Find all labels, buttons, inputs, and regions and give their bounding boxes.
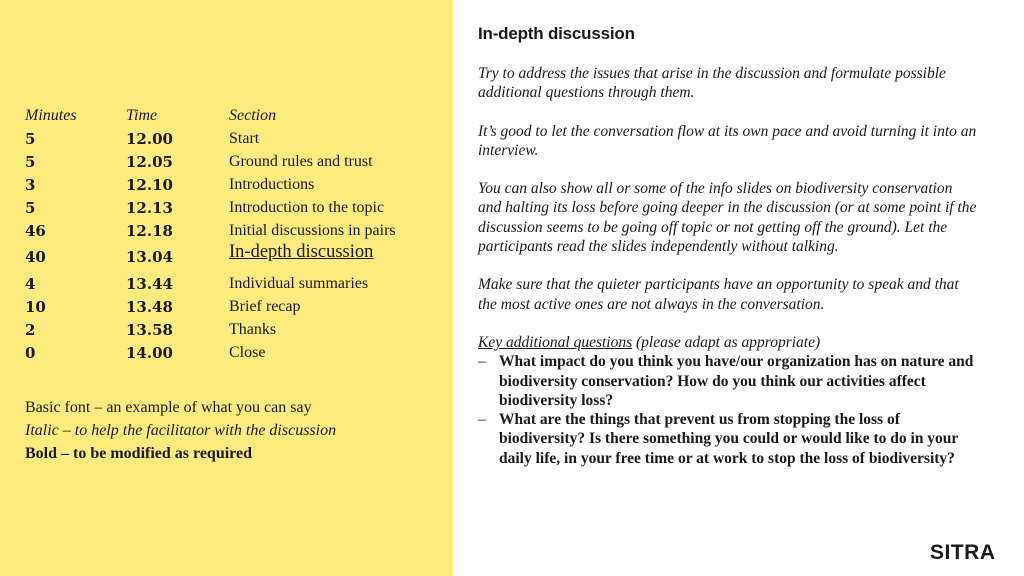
row-time: 14.00 — [126, 344, 173, 362]
row-time: 13.04 — [126, 248, 173, 266]
row-time: 13.44 — [126, 275, 173, 293]
row-section: Brief recap — [229, 298, 301, 315]
question-item — [478, 410, 978, 468]
row-section: Close — [229, 344, 266, 361]
discussion-content — [478, 24, 978, 468]
row-time: 12.13 — [126, 199, 173, 217]
row-minutes: 5 — [25, 199, 36, 217]
row-section: In-depth discussion — [229, 242, 374, 262]
row-time: 12.05 — [126, 153, 173, 171]
bullet-dash: – — [478, 353, 486, 371]
row-time: 12.10 — [126, 176, 173, 194]
row-time: 12.00 — [126, 130, 173, 148]
row-minutes: 0 — [25, 344, 36, 362]
bullet-dash: – — [478, 411, 486, 429]
row-minutes: 4 — [25, 275, 36, 293]
section-title: In-depth discussion — [478, 24, 635, 43]
row-time: 12.18 — [126, 222, 173, 240]
key-questions-heading — [478, 333, 978, 352]
question-text: What are the things that prevent us from stopping the loss of biodiversity? Is there something you could or would like to do in your daily life, in your free time or at work to stop the loss of biodiversity? — [499, 411, 959, 467]
logo-text: SITRA — [930, 541, 996, 562]
guidance-paragraph: It’s good to let the conversation flow at its own pace and avoid turning it into an interview. — [478, 122, 977, 159]
legend-bold: Bold – to be modified as required — [25, 445, 252, 462]
row-section: Thanks — [229, 321, 277, 338]
key-questions-note: (please adapt as appropriate) — [632, 333, 821, 351]
question-text: What impact do you think you have/our organization has on nature and biodiversity conservation? How do you think our activities affect biodiversity loss? — [499, 353, 974, 409]
section-column-header: Section — [229, 107, 277, 124]
row-time: 13.58 — [126, 321, 173, 339]
row-minutes: 40 — [25, 248, 46, 266]
row-minutes: 5 — [25, 153, 36, 171]
row-section: Initial discussions in pairs — [229, 222, 396, 239]
legend-basic: Basic font – an example of what you can say — [25, 399, 312, 416]
row-minutes: 10 — [25, 298, 46, 316]
row-section: Ground rules and trust — [229, 153, 373, 170]
guidance-paragraph: You can also show all or some of the info slides on biodiversity conservation and halting its loss before going deeper in the discussion (or at some point if the discussion seems to be going off topic or not getting off the ground). Let the participants read the slides independently without talking. — [478, 180, 977, 256]
minutes-column-header: Minutes — [25, 107, 77, 124]
guidance-paragraph: Try to address the issues that arise in the discussion and formulate possible additional questions through them. — [478, 65, 946, 102]
row-minutes: 2 — [25, 321, 36, 339]
sitra-logo — [930, 540, 1012, 562]
time-column-header: Time — [126, 107, 158, 124]
row-section: Individual summaries — [229, 275, 369, 292]
row-minutes: 46 — [25, 222, 46, 240]
row-time: 13.48 — [126, 298, 173, 316]
row-section: Start — [229, 130, 260, 147]
row-section: Introductions — [229, 176, 315, 193]
guidance-paragraph: Make sure that the quieter participants have an opportunity to speak and that the most active ones are not always in the conversation. — [478, 276, 959, 313]
font-legend — [25, 396, 336, 465]
row-minutes: 5 — [25, 130, 36, 148]
legend-italic: Italic – to help the facilitator with the discussion — [25, 422, 337, 439]
row-minutes: 3 — [25, 176, 36, 194]
key-questions-label: Key additional questions — [478, 333, 633, 351]
row-section: Introduction to the topic — [229, 199, 385, 216]
question-item — [478, 352, 978, 410]
agenda-panel — [0, 0, 453, 576]
